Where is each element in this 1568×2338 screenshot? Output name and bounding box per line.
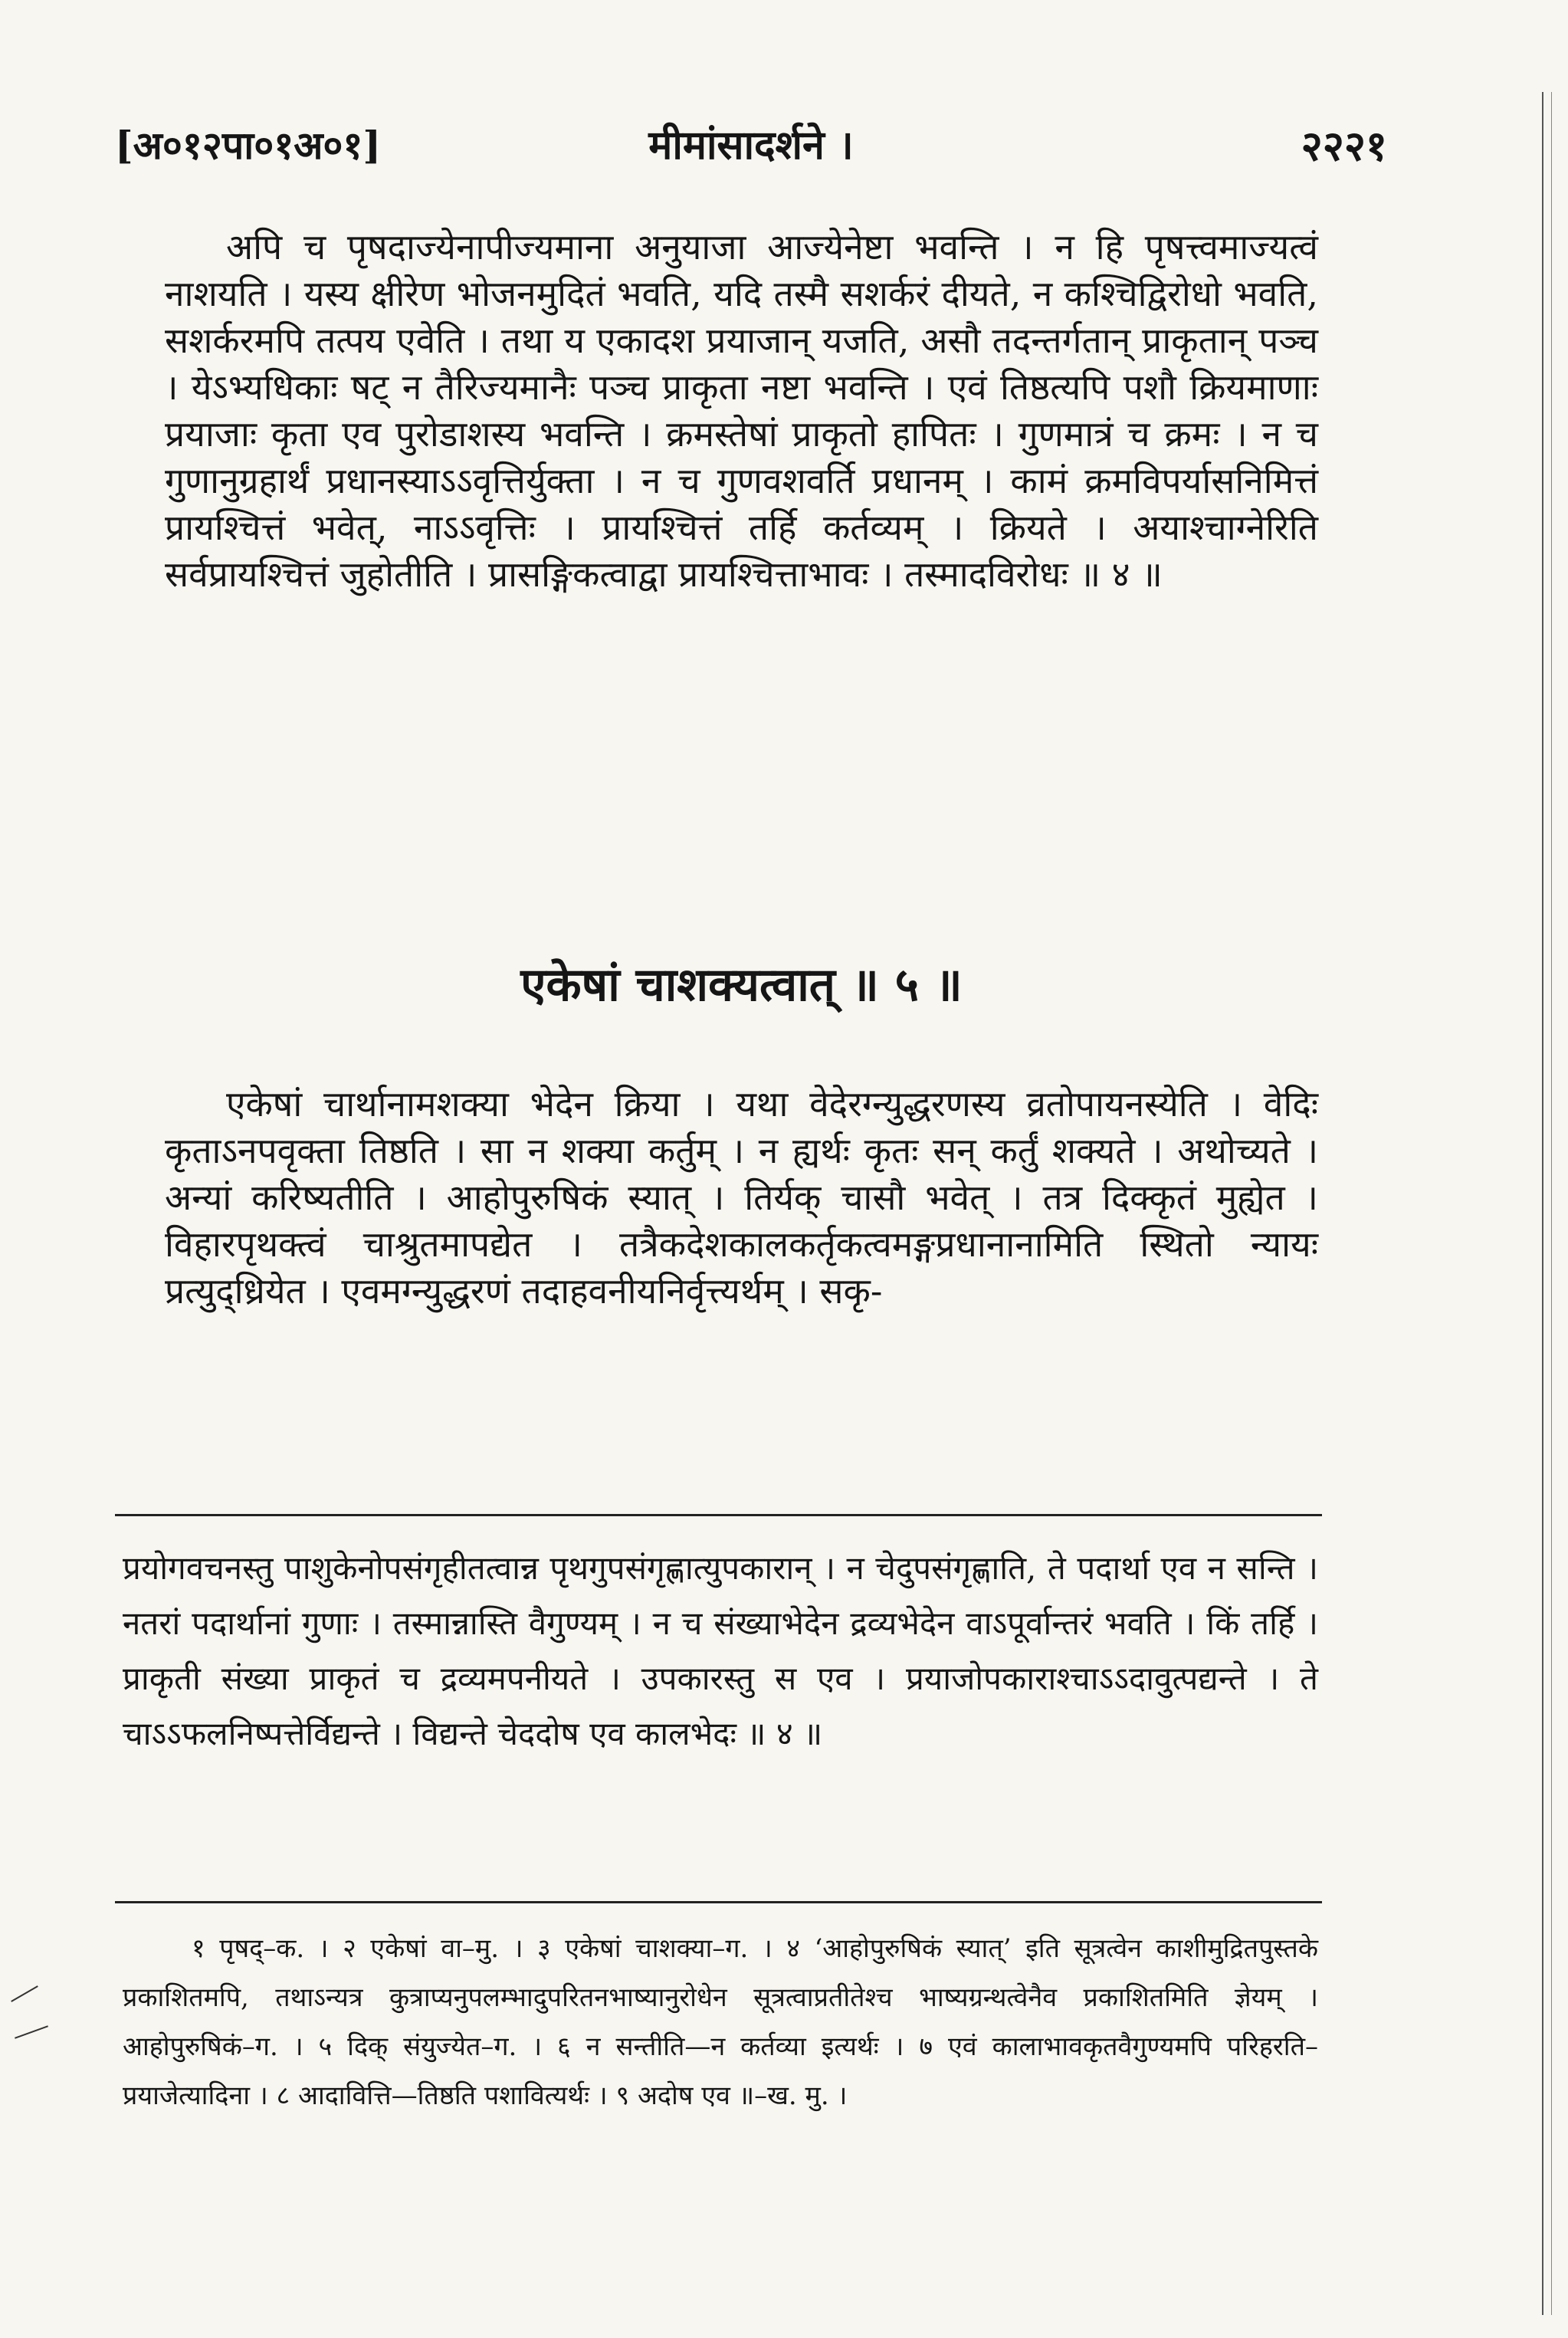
page-number: २२२१: [1301, 121, 1387, 170]
main-paragraph-2: एकेषां चार्थानामशक्या भेदेन क्रिया । यथा वेदेरग्न्युद्धरणस्य व्रतोपायनस्येति । वेदिः कृताऽनपवृक्ता तिष्ठति । सा न शक्या कर्तुम् । न ह्यर्थः कृतः सन् कर्तुं शक्यते । अथोच्यते । अन्यां करिष्यतीति । आहोपुरुषिकं स्यात् । तिर्यक् चासौ भवेत् । तत्र दिक्कृतं मुह्येत । विहारपृथक्त्वं चाश्रुतमापद्येत । तत्रैकदेशकालकर्तृकत्वमङ्गप्रधानानामिति स्थितो न्यायः प्रत्युद्ध्रियेत । एवमग्न्युद्धरणं तदाहवनीयनिर्वृत्त्यर्थम् । सकृ-: [165, 1083, 1318, 1312]
scan-mark: [11, 1985, 38, 2002]
commentary-divider: [115, 1514, 1322, 1516]
scan-edge-line: [1551, 92, 1552, 2315]
page-header: [115, 115, 1387, 176]
running-title: मीमांसादर्शने ।: [648, 122, 854, 169]
sutra-heading: एकेषां चाशक्यत्वात् ॥ ५ ॥: [520, 958, 963, 1012]
footnotes-text: १ पृषद्–क. । २ एकेषां वा–मु. । ३ एकेषां चाशक्या–ग. । ४ ‘आहोपुरुषिकं स्यात्’ इति सूत्रत्वेन काशीमुद्रितपुस्तके प्रकाशितमपि, तथाऽन्यत्र कुत्राप्यनुपलम्भादुपरितनभाष्यानुरोधेन सूत्रत्वाप्रतीतेश्च भाष्यग्रन्थत्वेनैव प्रकाशितमिति ज्ञेयम् । आहोपुरुषिकं–ग. । ५ दिक् संयुज्येत–ग. । ६ न सन्तीति—न कर्तव्या इत्यर्थः । ७ एवं कालाभावकृतवैगुण्यमपि परिहरति–प्रयाजेत्यादिना । ८ आदावित्ति—तिष्ठति पशावित्यर्थः । ९ अदोष एव ॥–ख. मु. ।: [123, 1933, 1318, 2111]
main-paragraph-1: अपि च पृषदाज्येनापीज्यमाना अनुयाजा आज्येनेष्टा भवन्ति । न हि पृषत्त्वमाज्यत्वं नाशयति । यस्य क्षीरेण भोजनमुदितं भवति, यदि तस्मै सशर्करं दीयते, न कश्चिद्विरोधो भवति, सशर्करमपि तत्पय एवेति । तथा य एकादश प्रयाजान् यजति, असौ तदन्तर्गतान् प्राकृतान् पञ्च । येऽभ्यधिकाः षट् न तैरिज्यमानैः पञ्च प्राकृता नष्टा भवन्ति । एवं तिष्ठत्यपि पशौ क्रियमाणाः प्रयाजाः कृता एव पुरोडाशस्य भवन्ति । क्रमस्तेषां प्राकृतो हापितः । गुणमात्रं च क्रमः । न च गुणानुग्रहार्थं प्रधानस्याऽऽवृत्तिर्युक्ता । न च गुणवशवर्ति प्रधानम् । कामं क्रमविपर्यासनिमित्तं प्रायश्चित्तं भवेत्, नाऽऽवृत्तिः । प्रायश्चित्तं तर्हि कर्तव्यम् । क्रियते । अयाश्चाग्नेरिति सर्वप्रायश्चित्तं जुहोतीति । प्रासङ्गिकत्वाद्वा प्रायश्चित्ताभावः । तस्मादविरोधः ॥ ४ ॥: [165, 226, 1318, 595]
commentary-text: प्रयोगवचनस्तु पाशुकेनोपसंगृहीतत्वान्न पृथगुपसंगृह्णात्युपकारान् । न चेदुपसंगृह्णाति, ते पदार्था एव न सन्ति । नतरां पदार्थानां गुणाः । तस्मान्नास्ति वैगुण्यम् । न च संख्याभेदेन द्रव्यभेदेन वाऽपूर्वान्तरं भवति । किं तर्हि । प्राकृती संख्या प्राकृतं च द्रव्यमपनीयते । उपकारस्तु स एव । प्रयाजोपकाराश्चाऽऽदावुत्पद्यन्ते । ते चाऽऽफलनिष्पत्तेर्विद्यन्ते । विद्यन्ते चेददोष एव कालभेदः ॥ ४ ॥: [123, 1549, 1318, 1752]
section-reference: [अ०१२पा०१अ०१]: [115, 123, 382, 168]
footnote-divider: [115, 1901, 1322, 1903]
scan-mark: [15, 2025, 48, 2039]
scan-edge-line: [1542, 92, 1543, 2315]
